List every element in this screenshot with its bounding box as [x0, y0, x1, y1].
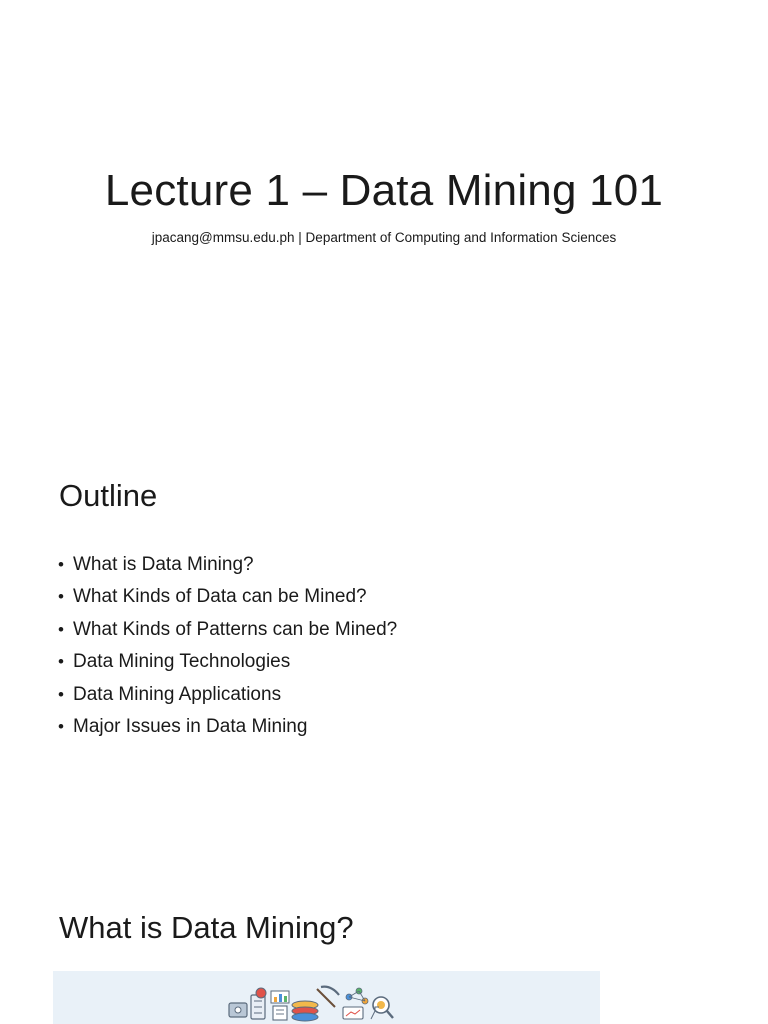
bullet-icon: • [58, 619, 64, 639]
outline-item-text: What Kinds of Patterns can be Mined? [73, 618, 398, 640]
outline-item [58, 549, 397, 581]
outline-item [58, 581, 397, 613]
outline-item-text: What is Data Mining? [73, 554, 254, 575]
outline-item [58, 679, 397, 711]
outline-item [58, 711, 397, 743]
outline-heading: Outline [59, 478, 158, 513]
bullet-icon: • [58, 684, 64, 704]
data-mining-icons-icon [225, 985, 485, 1024]
outline-list [58, 549, 397, 743]
outline-item-text: Major Issues in Data Mining [73, 715, 308, 737]
bullet-icon: • [58, 716, 64, 736]
slide-title: Lecture 1 – Data Mining 101 [104, 166, 664, 215]
what-is-data-mining-slide [0, 864, 768, 1024]
slide-subtitle: jpacang@mmsu.edu.ph | Department of Computing and Information Sciences [151, 230, 617, 245]
what-heading: What is Data Mining? [59, 910, 354, 945]
title-slide [0, 0, 768, 432]
outline-item [58, 646, 397, 678]
outline-slide [0, 432, 768, 864]
bullet-icon: • [58, 555, 64, 574]
outline-item-text: Data Mining Applications [73, 683, 282, 705]
bullet-icon: • [58, 652, 64, 672]
bullet-icon: • [58, 587, 64, 607]
outline-item [58, 614, 397, 646]
data-mining-illustration [53, 971, 600, 1024]
outline-item-text: What Kinds of Data can be Mined? [73, 586, 367, 608]
outline-item-text: Data Mining Technologies [73, 651, 291, 673]
